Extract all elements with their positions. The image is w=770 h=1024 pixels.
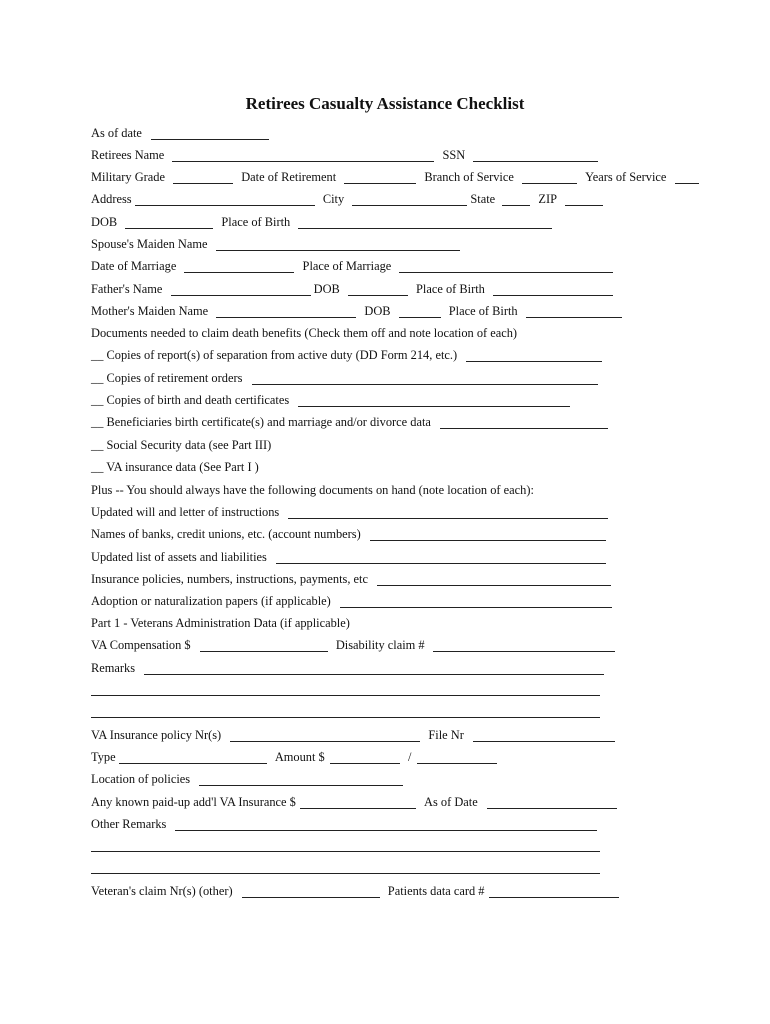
label-type: Type: [91, 750, 116, 764]
label-branch-of-service: Branch of Service: [424, 170, 514, 184]
label-doc-retirement-orders[interactable]: __ Copies of retirement orders: [91, 371, 243, 385]
field-doc-beneficiaries[interactable]: [440, 415, 608, 429]
field-date-of-marriage[interactable]: [184, 259, 294, 273]
label-doc-separation[interactable]: __ Copies of report(s) of separation from active duty (DD Form 214, etc.): [91, 348, 458, 362]
field-state[interactable]: [502, 192, 530, 206]
label-place-of-birth: Place of Birth: [221, 215, 291, 229]
label-as-of-date-2: As of Date: [424, 795, 478, 809]
part1-heading: Part 1 - Veterans Administration Data (if applicable): [91, 616, 350, 630]
remarks-line-3[interactable]: [91, 717, 600, 718]
label-disability-claim: Disability claim #: [335, 638, 425, 652]
field-updated-will[interactable]: [288, 505, 608, 519]
label-names-of-banks: Names of banks, credit unions, etc. (account numbers): [91, 527, 361, 541]
row-address: [91, 190, 603, 208]
label-dob: DOB: [91, 215, 118, 229]
field-as-of-date[interactable]: [151, 126, 269, 140]
row-documents-heading: [91, 324, 517, 342]
label-zip: ZIP: [538, 192, 557, 206]
field-city[interactable]: [352, 192, 467, 206]
field-place-of-marriage[interactable]: [399, 259, 613, 273]
label-retirees-name: Retirees Name: [91, 148, 165, 162]
field-dob[interactable]: [125, 215, 213, 229]
row-veterans-claim: [91, 882, 619, 900]
field-as-of-date-2[interactable]: [487, 795, 617, 809]
field-amount-2[interactable]: [417, 750, 497, 764]
label-updated-will: Updated will and letter of instructions: [91, 505, 280, 519]
other-remarks-line-2[interactable]: [91, 851, 600, 852]
row-type-amount: [91, 748, 497, 766]
field-veterans-claim[interactable]: [242, 884, 380, 898]
field-fathers-place-of-birth[interactable]: [493, 282, 613, 296]
label-amount: Amount $: [274, 750, 325, 764]
field-mothers-place-of-birth[interactable]: [526, 304, 622, 318]
label-doc-birth-death[interactable]: __ Copies of birth and death certificates: [91, 393, 290, 407]
field-disability-claim[interactable]: [433, 638, 615, 652]
field-branch-of-service[interactable]: [522, 170, 577, 184]
field-mothers-dob[interactable]: [399, 304, 441, 318]
field-place-of-birth[interactable]: [298, 215, 552, 229]
field-doc-birth-death[interactable]: [298, 393, 570, 407]
row-updated-will: [91, 503, 608, 521]
field-years-of-service[interactable]: [675, 170, 699, 184]
field-mothers-maiden-name[interactable]: [216, 304, 356, 318]
row-fathers-name: [91, 280, 613, 298]
row-doc-beneficiaries: [91, 413, 608, 431]
row-doc-va-insurance: [91, 458, 259, 476]
field-ssn[interactable]: [473, 148, 598, 162]
label-fathers-name: Father's Name: [91, 282, 163, 296]
label-mothers-place-of-birth: Place of Birth: [448, 304, 518, 318]
label-doc-social-security[interactable]: __ Social Security data (see Part III): [91, 438, 272, 452]
field-location-of-policies[interactable]: [199, 772, 403, 786]
label-spouse-maiden-name: Spouse's Maiden Name: [91, 237, 208, 251]
field-fathers-dob[interactable]: [348, 282, 408, 296]
field-amount[interactable]: [330, 750, 400, 764]
field-adoption-papers[interactable]: [340, 594, 612, 608]
field-assets-liabilities[interactable]: [276, 550, 606, 564]
field-file-nr[interactable]: [473, 728, 615, 742]
label-ssn: SSN: [442, 148, 466, 162]
label-location-of-policies: Location of policies: [91, 772, 191, 786]
field-paid-up-insurance[interactable]: [300, 795, 416, 809]
row-doc-social-security: [91, 436, 271, 454]
field-names-of-banks[interactable]: [370, 527, 606, 541]
field-va-compensation[interactable]: [200, 638, 328, 652]
field-zip[interactable]: [565, 192, 603, 206]
row-remarks: [91, 659, 604, 677]
label-years-of-service: Years of Service: [585, 170, 667, 184]
other-remarks-line-3[interactable]: [91, 873, 600, 874]
row-retirees-name: [91, 146, 598, 164]
field-patients-data-card[interactable]: [489, 884, 619, 898]
page-title: Retirees Casualty Assistance Checklist: [245, 94, 525, 113]
documents-heading: Documents needed to claim death benefits (Check them off and note location of each): [91, 326, 518, 340]
field-remarks[interactable]: [144, 661, 604, 675]
field-doc-separation[interactable]: [466, 348, 602, 362]
label-city: City: [322, 192, 345, 206]
row-assets-liabilities: [91, 548, 606, 566]
label-place-of-marriage: Place of Marriage: [302, 259, 392, 273]
row-paid-up-insurance: [91, 793, 617, 811]
row-other-remarks: [91, 815, 597, 833]
label-slash: /: [407, 750, 412, 764]
label-mothers-maiden-name: Mother's Maiden Name: [91, 304, 209, 318]
row-doc-birth-death: [91, 391, 570, 409]
field-insurance-policies[interactable]: [377, 572, 611, 586]
label-veterans-claim: Veteran's claim Nr(s) (other): [91, 884, 233, 898]
row-spouse-maiden-name: [91, 235, 460, 253]
field-retirees-name[interactable]: [172, 148, 434, 162]
label-remarks: Remarks: [91, 661, 136, 675]
label-address: Address: [91, 192, 132, 206]
label-paid-up-insurance: Any known paid-up add'l VA Insurance $: [91, 795, 296, 809]
label-assets-liabilities: Updated list of assets and liabilities: [91, 550, 267, 564]
row-va-insurance-policy: [91, 726, 615, 744]
plus-heading: Plus -- You should always have the following documents on hand (note location of each):: [91, 483, 534, 497]
row-as-of-date: [91, 124, 269, 142]
label-date-of-marriage: Date of Marriage: [91, 259, 177, 273]
field-date-of-retirement[interactable]: [344, 170, 416, 184]
row-location-of-policies: [91, 770, 403, 788]
field-other-remarks[interactable]: [175, 817, 597, 831]
label-va-compensation: VA Compensation $: [91, 638, 191, 652]
row-doc-retirement-orders: [91, 369, 598, 387]
field-address[interactable]: [135, 192, 315, 206]
row-military-grade: [91, 168, 699, 186]
label-adoption-papers: Adoption or naturalization papers (if applicable): [91, 594, 331, 608]
field-doc-retirement-orders[interactable]: [252, 371, 598, 385]
label-file-nr: File Nr: [428, 728, 464, 742]
label-date-of-retirement: Date of Retirement: [241, 170, 337, 184]
field-type[interactable]: [119, 750, 267, 764]
label-patients-data-card: Patients data card #: [387, 884, 485, 898]
row-dob: [91, 213, 552, 231]
row-insurance-policies: [91, 570, 611, 588]
label-fathers-place-of-birth: Place of Birth: [416, 282, 485, 296]
row-doc-separation: [91, 346, 602, 364]
label-other-remarks: Other Remarks: [91, 817, 167, 831]
label-doc-beneficiaries[interactable]: __ Beneficiaries birth certificate(s) and marriage and/or divorce data: [91, 415, 431, 429]
field-va-insurance-policy[interactable]: [230, 728, 420, 742]
field-military-grade[interactable]: [173, 170, 233, 184]
label-va-insurance-policy: VA Insurance policy Nr(s): [91, 728, 222, 742]
label-doc-va-insurance[interactable]: __ VA insurance data (See Part I ): [91, 460, 259, 474]
label-state: State: [470, 192, 496, 206]
label-fathers-dob: DOB: [313, 282, 340, 296]
row-adoption-papers: [91, 592, 612, 610]
field-fathers-name[interactable]: [171, 282, 311, 296]
row-names-of-banks: [91, 525, 606, 543]
remarks-line-2[interactable]: [91, 695, 600, 696]
label-insurance-policies: Insurance policies, numbers, instructions, payments, etc: [91, 572, 368, 586]
row-plus-heading: [91, 481, 534, 499]
label-military-grade: Military Grade: [91, 170, 165, 184]
label-mothers-dob: DOB: [364, 304, 391, 318]
row-date-of-marriage: [91, 257, 613, 275]
row-va-compensation: [91, 636, 615, 654]
field-spouse-maiden-name[interactable]: [216, 237, 460, 251]
row-mothers-maiden-name: [91, 302, 622, 320]
row-part1-heading: [91, 614, 350, 632]
label-as-of-date: As of date: [91, 126, 142, 140]
